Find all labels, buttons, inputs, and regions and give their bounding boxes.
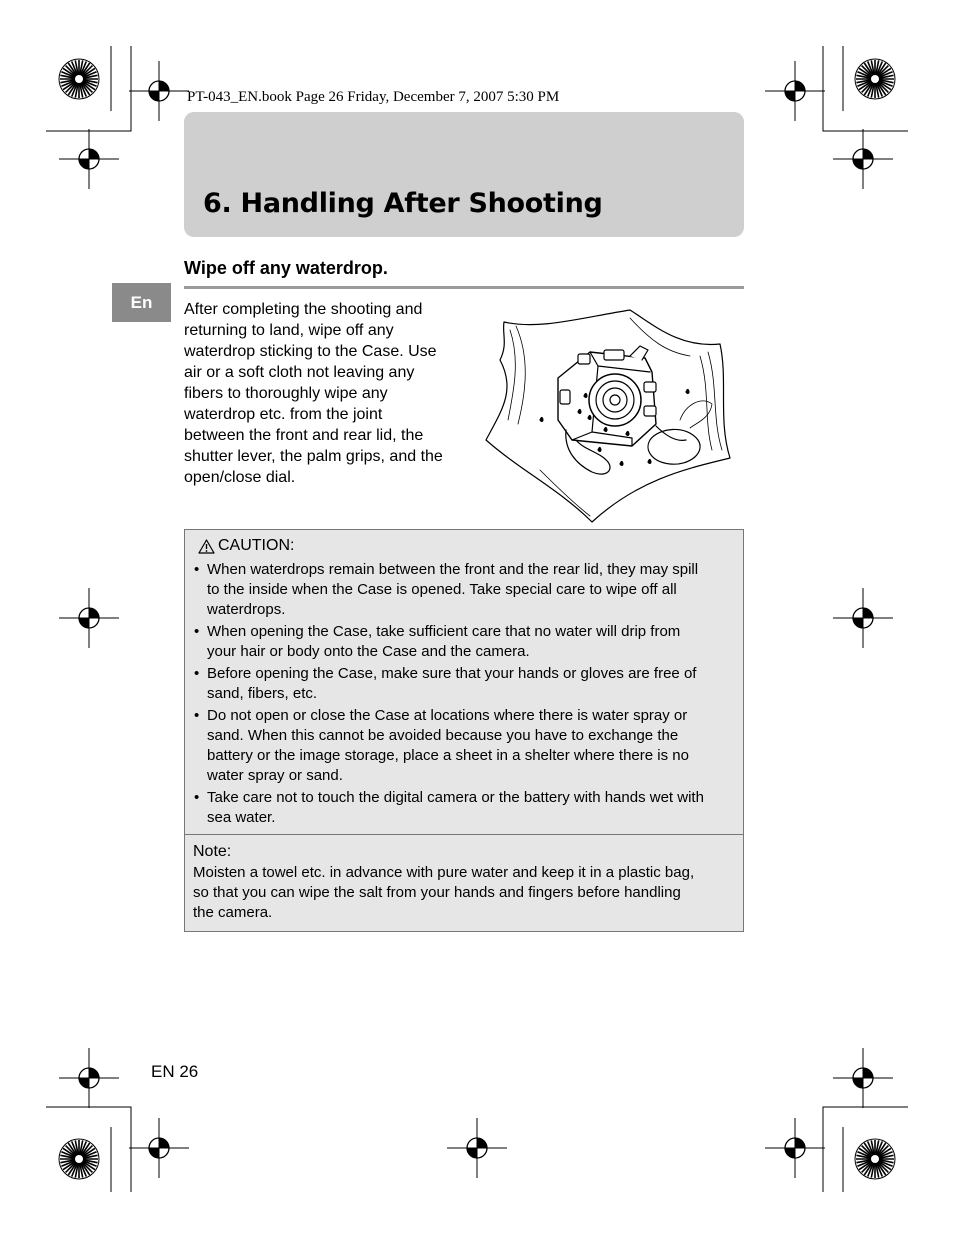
body-line: fibers to thoroughly wipe any: [184, 385, 388, 402]
camera-case-in-cloth-icon: [480, 300, 740, 525]
caution-line: sea water.: [207, 809, 276, 826]
caution-line: your hair or body onto the Case and the camera.: [207, 643, 530, 660]
caution-line: sand. When this cannot be avoided because you have to exchange the: [207, 727, 679, 744]
bullet: •: [194, 665, 200, 682]
caution-line: battery or the image storage, place a sheet in a shelter where there is no: [207, 747, 689, 764]
section-rule: [184, 286, 744, 289]
caution-box: [184, 529, 744, 932]
body-paragraph: [184, 299, 474, 488]
bullet: •: [194, 623, 200, 640]
page-title: 6. Handling After Shooting: [203, 188, 603, 219]
note-line: the camera.: [193, 904, 273, 921]
note-line: Moisten a towel etc. in advance with pure water and keep it in a plastic bag,: [193, 864, 695, 881]
caution-line: waterdrops.: [207, 601, 286, 618]
caution-line: Do not open or close the Case at locations where there is water spray or: [207, 707, 688, 724]
caution-heading: [198, 537, 294, 555]
bullet: •: [194, 561, 200, 578]
list-item: [194, 706, 738, 786]
bullet: •: [194, 707, 200, 724]
caution-line: water spray or sand.: [207, 767, 343, 784]
note-divider: [185, 834, 743, 835]
body-line: After completing the shooting and: [184, 301, 423, 318]
caution-label: CAUTION:: [218, 537, 295, 554]
book-header: PT-043_EN.book Page 26 Friday, December 7, 2007 5:30 PM: [187, 89, 560, 105]
bullet: •: [194, 789, 200, 806]
language-tab: En: [112, 283, 171, 322]
body-line: waterdrop sticking to the Case. Use: [184, 343, 437, 360]
body-line: returning to land, wipe off any: [184, 322, 394, 339]
caution-list: [194, 560, 738, 830]
list-item: [194, 622, 738, 662]
page-number: EN 26: [151, 1062, 199, 1081]
body-line: shutter lever, the palm grips, and the: [184, 448, 443, 465]
list-item: [194, 664, 738, 704]
section-heading: Wipe off any waterdrop.: [184, 258, 388, 278]
body-line: air or a soft cloth not leaving any: [184, 364, 415, 381]
warning-triangle-icon: [198, 539, 215, 554]
caution-line: When opening the Case, take sufficient care that no water will drip from: [207, 623, 681, 640]
note-text: [193, 863, 694, 923]
note-label: Note:: [193, 843, 232, 860]
title-panel: [184, 112, 744, 237]
caution-line: sand, fibers, etc.: [207, 685, 318, 702]
list-item: [194, 560, 738, 620]
body-line: waterdrop etc. from the joint: [184, 406, 383, 423]
list-item: [194, 788, 738, 828]
caution-line: to the inside when the Case is opened. Take special care to wipe off all: [207, 581, 677, 598]
note-line: so that you can wipe the salt from your hands and fingers before handling: [193, 884, 681, 901]
body-line: between the front and rear lid, the: [184, 427, 424, 444]
caution-line: Take care not to touch the digital camera or the battery with hands wet with: [207, 789, 704, 806]
caution-line: When waterdrops remain between the front and the rear lid, they may spill: [207, 561, 699, 578]
caution-line: Before opening the Case, make sure that your hands or gloves are free of: [207, 665, 697, 682]
body-line: open/close dial.: [184, 469, 296, 486]
